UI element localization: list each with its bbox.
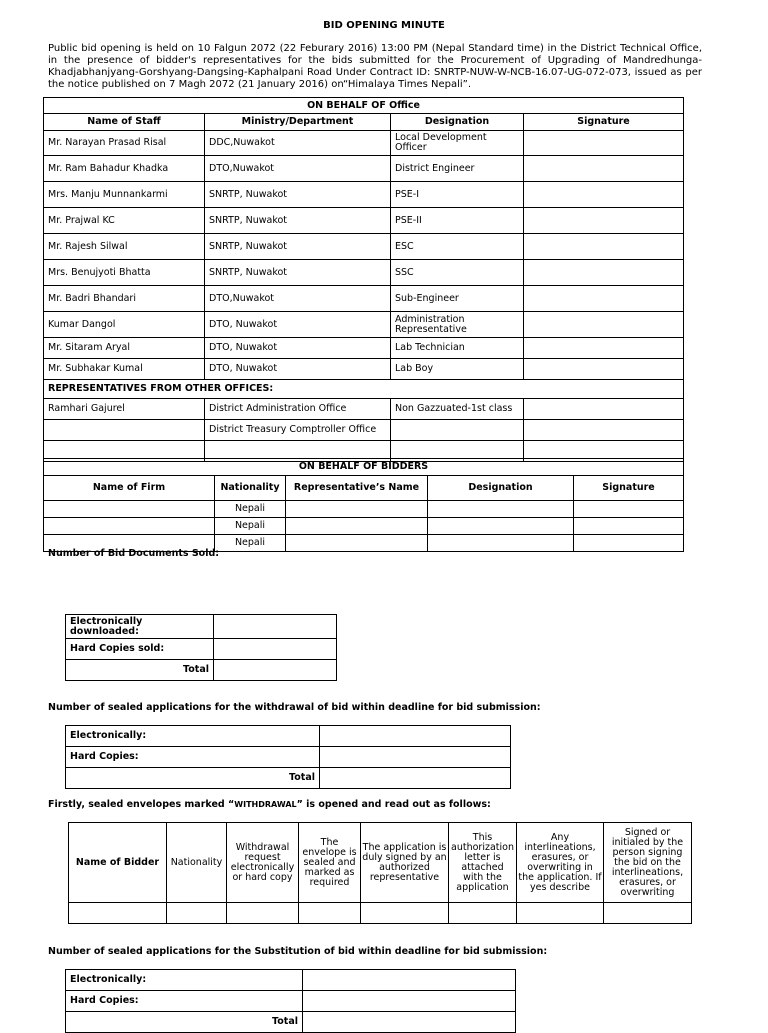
- staff-name: Mr. Prajwal KC: [44, 208, 205, 234]
- docs-sold-label: Number of Bid Documents Sold:: [48, 548, 220, 559]
- table-row: [44, 359, 684, 380]
- staff-ministry: District Administration Office: [205, 399, 391, 420]
- office-header: ON BEHALF OF Office: [44, 98, 684, 114]
- staff-name: Mrs. Manju Munnankarmi: [44, 182, 205, 208]
- col-name-of-staff: Name of Staff: [44, 114, 205, 131]
- table-row: [44, 518, 684, 535]
- signature-cell[interactable]: [524, 359, 684, 380]
- representative-cell[interactable]: [286, 535, 428, 552]
- staff-ministry: DTO, Nuwakot: [205, 359, 391, 380]
- electronically-label: Electronically:: [66, 726, 320, 747]
- staff-designation: ESC: [391, 234, 524, 260]
- staff-name: Mr. Rajesh Silwal: [44, 234, 205, 260]
- table-row: [44, 501, 684, 518]
- signature-cell[interactable]: [524, 338, 684, 359]
- staff-ministry: DTO, Nuwakot: [205, 338, 391, 359]
- nationality-cell: Nepali: [215, 535, 286, 552]
- signature-cell[interactable]: [574, 501, 684, 518]
- staff-name: [44, 420, 205, 441]
- table-row: [44, 156, 684, 182]
- representative-cell[interactable]: [286, 518, 428, 535]
- value-cell[interactable]: [303, 970, 516, 991]
- signature-cell[interactable]: [524, 182, 684, 208]
- substitution-count-table: [65, 969, 516, 1033]
- table-row: [44, 399, 684, 420]
- nationality-cell: Nepali: [215, 518, 286, 535]
- staff-designation: Non Gazzuated-1st class: [391, 399, 524, 420]
- entry-cell[interactable]: [449, 903, 517, 924]
- hard-copies-label: Hard Copies:: [66, 747, 320, 768]
- table-row: [44, 338, 684, 359]
- staff-name: Ramhari Gajurel: [44, 399, 205, 420]
- staff-ministry: SNRTP, Nuwakot: [205, 260, 391, 286]
- value-cell[interactable]: [214, 660, 337, 681]
- signature-cell[interactable]: [574, 518, 684, 535]
- col-authorization-letter: This authorization letter is attached with the application: [449, 823, 517, 903]
- col-designation: Designation: [428, 476, 574, 501]
- signature-cell[interactable]: [524, 286, 684, 312]
- staff-ministry: DDC,Nuwakot: [205, 131, 391, 156]
- value-cell[interactable]: [320, 726, 511, 747]
- bidders-table: [43, 458, 684, 552]
- staff-name: Mr. Subhakar Kumal: [44, 359, 205, 380]
- col-nationality: Nationality: [215, 476, 286, 501]
- table-row: [44, 131, 684, 156]
- table-row: [44, 182, 684, 208]
- representative-cell[interactable]: [286, 501, 428, 518]
- entry-cell[interactable]: [69, 903, 167, 924]
- signature-cell[interactable]: [524, 420, 684, 441]
- staff-designation: PSE-I: [391, 182, 524, 208]
- signature-cell[interactable]: [524, 131, 684, 156]
- staff-ministry: SNRTP, Nuwakot: [205, 208, 391, 234]
- col-ministry: Ministry/Department: [205, 114, 391, 131]
- firm-cell[interactable]: [44, 518, 215, 535]
- col-name-of-bidder: Name of Bidder: [69, 823, 167, 903]
- total-label: Total: [66, 660, 214, 681]
- firstly-sentence: [48, 799, 491, 810]
- staff-name: Mr. Ram Bahadur Khadka: [44, 156, 205, 182]
- staff-name: Mr. Badri Bhandari: [44, 286, 205, 312]
- col-designation: Designation: [391, 114, 524, 131]
- value-cell[interactable]: [320, 768, 511, 789]
- hard-copies-label: Hard Copies:: [66, 991, 303, 1012]
- value-cell[interactable]: [214, 639, 337, 660]
- bidders-header: ON BEHALF OF BIDDERS: [44, 459, 684, 476]
- signature-cell[interactable]: [524, 312, 684, 338]
- signature-cell[interactable]: [524, 208, 684, 234]
- col-withdrawal-request: Withdrawal request electronically or hard copy: [227, 823, 299, 903]
- table-row: [44, 312, 684, 338]
- withdrawal-count-table: [65, 725, 511, 789]
- staff-designation: PSE-II: [391, 208, 524, 234]
- intro-paragraph: Public bid opening is held on 10 Falgun 2072 (22 Feburary 2016) 13:00 PM (Nepal Standard time) in the District Technical Office, in the presence of bidder's representatives for the bids submitted for the Procurement of Upgrading of Mandredhunga-Khadjabhanjyang-Gorshyang-Dangsing-Kaphalpani Road Under Contract ID: SNRTP-NUW-W-NCB-16.07-UG-072-073, issued as per the notice published on 7 Magh 2072 (21 January 2016) on“Himalaya Times Nepali”.: [48, 43, 702, 90]
- staff-name: Mr. Narayan Prasad Risal: [44, 131, 205, 156]
- nationality-cell: Nepali: [215, 501, 286, 518]
- value-cell[interactable]: [320, 747, 511, 768]
- staff-designation: SSC: [391, 260, 524, 286]
- entry-cell[interactable]: [604, 903, 692, 924]
- signature-cell[interactable]: [574, 535, 684, 552]
- staff-ministry: District Treasury Comptroller Office: [205, 420, 391, 441]
- staff-name: Mr. Sitaram Aryal: [44, 338, 205, 359]
- value-cell[interactable]: [214, 615, 337, 639]
- withdrawal-word: WITHDRAWAL: [234, 800, 297, 809]
- designation-cell[interactable]: [428, 518, 574, 535]
- staff-designation: Local Development Officer: [391, 131, 524, 156]
- staff-designation: [391, 420, 524, 441]
- col-representative: Representative’s Name: [286, 476, 428, 501]
- staff-designation: Lab Technician: [391, 338, 524, 359]
- signature-cell[interactable]: [524, 156, 684, 182]
- electronically-downloaded-label: Electronically downloaded:: [66, 615, 214, 639]
- staff-ministry: DTO,Nuwakot: [205, 286, 391, 312]
- total-label: Total: [66, 1012, 303, 1033]
- signature-cell[interactable]: [524, 260, 684, 286]
- document-title: BID OPENING MINUTE: [323, 20, 445, 31]
- staff-designation: District Engineer: [391, 156, 524, 182]
- staff-designation: Lab Boy: [391, 359, 524, 380]
- staff-ministry: SNRTP, Nuwakot: [205, 182, 391, 208]
- value-cell[interactable]: [303, 1012, 516, 1033]
- col-signature: Signature: [574, 476, 684, 501]
- withdrawal-label: Number of sealed applications for the withdrawal of bid within deadline for bid submission:: [48, 702, 541, 713]
- col-name-of-firm: Name of Firm: [44, 476, 215, 501]
- col-envelope-sealed: The envelope is sealed and marked as required: [299, 823, 361, 903]
- entry-cell[interactable]: [361, 903, 449, 924]
- firstly-prefix: Firstly, sealed envelopes marked “: [48, 799, 235, 810]
- table-row: [44, 420, 684, 441]
- docs-sold-table: [65, 614, 337, 681]
- entry-cell[interactable]: [227, 903, 299, 924]
- office-staff-table: [43, 97, 684, 462]
- staff-ministry: DTO, Nuwakot: [205, 312, 391, 338]
- table-row: [44, 208, 684, 234]
- firm-cell[interactable]: [44, 501, 215, 518]
- signature-cell[interactable]: [524, 399, 684, 420]
- withdrawal-opening-table: [68, 822, 692, 924]
- entry-cell[interactable]: [167, 903, 227, 924]
- firstly-suffix: ” is opened and read out as follows:: [296, 799, 491, 810]
- col-signed-initialed: Signed or initialed by the person signing the bid on the interlineations, erasures, or overwriting: [604, 823, 692, 903]
- staff-designation: Sub-Engineer: [391, 286, 524, 312]
- designation-cell[interactable]: [428, 501, 574, 518]
- hard-copies-sold-label: Hard Copies sold:: [66, 639, 214, 660]
- designation-cell[interactable]: [428, 535, 574, 552]
- value-cell[interactable]: [303, 991, 516, 1012]
- table-row: [44, 234, 684, 260]
- total-label: Total: [66, 768, 320, 789]
- entry-cell[interactable]: [299, 903, 361, 924]
- staff-name: Kumar Dangol: [44, 312, 205, 338]
- substitution-label: Number of sealed applications for the Substitution of bid within deadline for bid submission:: [48, 946, 548, 957]
- table-row: [69, 903, 692, 924]
- staff-name: Mrs. Benujyoti Bhatta: [44, 260, 205, 286]
- table-row: [44, 286, 684, 312]
- signature-cell[interactable]: [524, 234, 684, 260]
- staff-ministry: SNRTP, Nuwakot: [205, 234, 391, 260]
- col-nationality: Nationality: [167, 823, 227, 903]
- col-duly-signed: The application is duly signed by an authorized representative: [361, 823, 449, 903]
- entry-cell[interactable]: [517, 903, 604, 924]
- staff-ministry: DTO,Nuwakot: [205, 156, 391, 182]
- other-offices-header: REPRESENTATIVES FROM OTHER OFFICES:: [44, 380, 684, 399]
- staff-designation: Administration Representative: [391, 312, 524, 338]
- col-signature: Signature: [524, 114, 684, 131]
- table-row: [44, 260, 684, 286]
- electronically-label: Electronically:: [66, 970, 303, 991]
- col-interlineations: Any interlineations, erasures, or overwriting in the application. If yes describe: [517, 823, 604, 903]
